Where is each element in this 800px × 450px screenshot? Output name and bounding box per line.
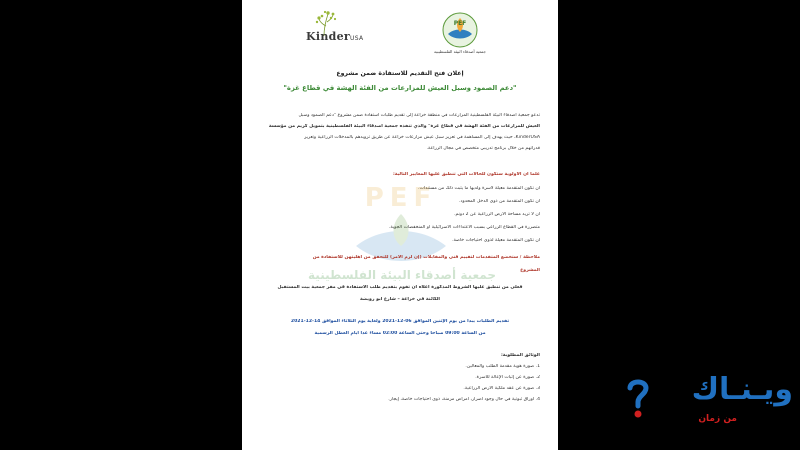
apply-line-1: فعلى من تنطبق عليها الشروط المذكورة أعلاه أن تقوم بتقديم طلب الاستفادة في مقر جمعية بيت المستقبل: [277, 285, 523, 290]
intro-line-4: قدراتهم من خلال برنامج تدريبي متخصص في مجال الزراعة.: [426, 146, 540, 151]
intro-line-3: KinderUSA، حيث يهدف إلى المساهمة في تعزيز سبل عيش مزارعات خزاعة عن طريق تزويدهم بالمدخلات الزراعية وتعزيز: [304, 135, 540, 140]
dates-line-1: تقديم الطلبات يبدأ من يوم الإثنين الموافق 06-12-2021 ولغاية يوم الثلاثاء الموافق 14-12-2021: [290, 319, 510, 324]
dates-line-2: من الساعة 09:00 صباحاً وحتى الساعة 02:00 مساءً عدا أيام العطل الرسمية: [314, 331, 486, 336]
brand-tagline: من زمان: [698, 414, 737, 424]
docs-heading: الوثائق المطلوبة:: [500, 353, 540, 358]
note-line-1: ملاحظة / ستخضع المتقدمات لتقييم فني والمقابلات (إن لزم الأمر) للتحقق من أهليتهن للاستفادة من: [312, 255, 540, 260]
pef-logo-mark: PEF: [453, 20, 467, 27]
pef-logo-icon: [440, 10, 480, 52]
docs-item-2: 2. صورة عن إثبات الإعالة للأسرة.: [475, 375, 540, 380]
question-mark-icon: [624, 376, 652, 420]
pef-caption: جمعية أصدقاء البيئة الفلسطينية: [434, 49, 486, 54]
note-line-2: المشروع: [520, 268, 540, 273]
docs-item-3: 3. صورة عن عقد ملكية الأرض الزراعية.: [463, 386, 540, 391]
criteria-item-4: متضررة في القطاع الزراعي بسبب الاعتداءات الاسرائيلية أو المنخفضات الجوية.: [388, 225, 540, 230]
intro-line-1: تدعو جمعية أصدقاء البيئة الفلسطينية المزارعات في منطقة خزاعة إلى تقديم طلبات استفادة ضمن مشروع "دعم الصمود وسبل: [298, 113, 540, 118]
watermark-text: جمعية أصدقاء البيئة الفلسطينية: [308, 268, 496, 282]
apply-line-2: الكائنة في خزاعة – شارع أبو رويضة: [359, 297, 441, 302]
criteria-item-3: أن لا تزيد مساحة الأرض الزراعية عن 2 دونم.: [454, 212, 540, 217]
docs-item-1: 1. صورة هوية مقدمة الطلب والمعالين.: [465, 364, 540, 369]
document-page: [242, 0, 558, 450]
intro-line-2: العيش للمزارعات من الفئة الهشة في قطاع غزة" والذي تنفذه جمعية أصدقاء البيئة الفلسطينية بتمويل كريم من مؤسسة: [268, 124, 540, 129]
criteria-heading: علماً أن الأولوية ستكون للحالات التي تنطبق عليها المعايير التالية:: [392, 172, 540, 177]
kinderusa-wordmark: KinderUSA: [306, 30, 364, 43]
docs-item-4: 4. أوراق ثبوتية في حال وجود أضرار، أمراض مزمنة، ذوي احتياجات خاصة، إيجار.: [388, 397, 540, 402]
criteria-item-2: أن تكون المتقدمة من ذوي الدخل المحدود.: [458, 199, 540, 204]
watermark-mark: PEF: [364, 183, 438, 213]
project-subtitle: "دعم الصمود وسبل العيش للمزارعات من الفئة الهشة في قطاع غزة": [283, 84, 517, 92]
announcement-title: إعلان فتح التقديم للاستفادة ضمن مشروع: [336, 70, 464, 77]
site-brand-logo: [620, 372, 795, 432]
criteria-item-1: أن تكون المتقدمة معيلة لأسرة ولديها ما يثبت ذلك من مستندات.: [418, 186, 540, 191]
brand-name: ويـنـاك: [691, 372, 793, 407]
criteria-item-5: أن تكون المتقدمة معيلة لذوي احتياجات خاصة.: [452, 238, 540, 243]
